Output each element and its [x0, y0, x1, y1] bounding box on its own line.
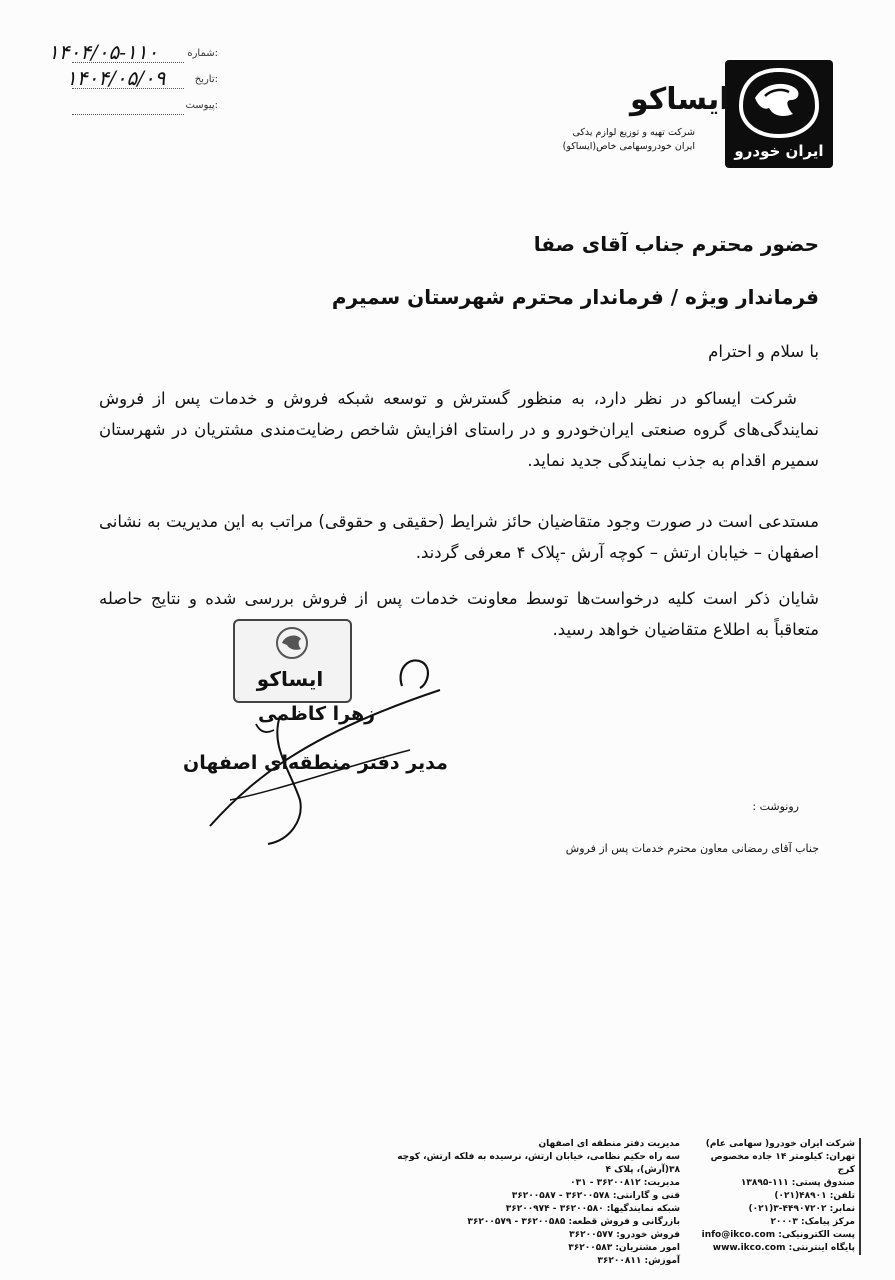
footer-line: تهران: کیلومتر ۱۴ جاده مخصوص کرج [710, 1152, 855, 1175]
number-row [48, 40, 218, 66]
addressee-title: فرماندار ویژه / فرماندار محترم شهرستان سمیرم [331, 285, 819, 309]
meta-line [72, 88, 184, 89]
signer-name: زهرا کاظمی [258, 703, 376, 725]
body-paragraph-2: مستدعی است در صورت وجود متقاضیان حائز شرایط (حقیقی و حقوقی) مراتب به این مدیریت به نشانی اصفهان – خیابان ارتش – کوچه آرش -پلاک ۴ معرفی گردند. [99, 512, 819, 562]
attachment-label: پیوست: [185, 100, 218, 111]
date-label: تاریخ: [194, 74, 218, 85]
footer-line: فروش خودرو: ۳۶۲۰۰۵۷۷ [569, 1230, 680, 1240]
footer-line: تلفن: ۴۸۹۰۱(۰۲۱) [774, 1191, 855, 1201]
footer-line: شبکه نمایندگیها: ۳۶۲۰۰۵۸۰ - ۳۶۲۰۰۹۷۴ [505, 1204, 680, 1214]
meta-line [72, 62, 184, 63]
addressee: حضور محترم جناب آقای صفا [533, 232, 819, 256]
footer-line: بازرگانی و فروش قطعه: ۳۶۲۰۰۵۸۵ - ۳۶۲۰۰۵۷۹ [467, 1217, 680, 1227]
footer-line: پایگاه اینترنتی: www.ikco.com [712, 1243, 855, 1253]
footer-company-info [695, 1138, 861, 1255]
footer-line: مدیریت: ۳۶۲۰۰۸۱۲ - ۰۳۱ [570, 1178, 680, 1188]
isaco-subtitle-line: ایران خودروسهامی خاص(ایساکو) [562, 141, 695, 152]
date-row [48, 66, 218, 92]
meta-line [72, 114, 184, 115]
footer-line: سه راه حکیم نظامی، خیابان ارتش، نرسیده به فلکه ارتش، کوچه ۳۸(آرش)، پلاک ۴ [397, 1152, 680, 1175]
cc-label: رونوشت : [752, 800, 799, 813]
ikco-logo-text: ایران خودرو [734, 142, 824, 160]
footer-line: مدیریت دفتر منطقه ای اصفهان [538, 1139, 680, 1149]
isaco-subtitle-line: شرکت تهیه و توزیع لوازم یدکی [572, 127, 695, 138]
footer-line: مرکز پیامک: ۲۰۰۰۳ [770, 1217, 855, 1227]
isaco-subtitle [563, 126, 695, 154]
footer-line: فنی و گارانتی: ۳۶۲۰۰۵۷۸ - ۳۶۲۰۰۵۸۷ [511, 1191, 680, 1201]
signer-title: مدیر دفتر منطقه‌ای اصفهان [183, 752, 448, 774]
letter-meta [48, 40, 218, 118]
footer-line: امور مشتریان: ۳۶۲۰۰۵۸۳ [568, 1243, 680, 1253]
isaco-wordmark: ایساکو [630, 82, 730, 117]
footer-line: پست الکترونیکی: info@ikco.com [701, 1230, 855, 1240]
number-value: ۱۴۰۴/۰۵-۱۱۰ [48, 40, 159, 64]
footer-line: شرکت ایران خودرو( سهامی عام) [705, 1139, 855, 1149]
number-label: شماره: [187, 48, 218, 59]
handwritten-signature [170, 650, 450, 850]
body-paragraph-3: شایان ذکر است کلیه درخواست‌ها توسط معاونت خدمات پس از فروش بررسی شده و نتایج حاصله متعاقباً به اطلاع متقاضیان خواهد رسید. [99, 589, 819, 639]
stamp-text: ایساکو [256, 667, 324, 691]
footer-office-info [380, 1138, 680, 1268]
footer-line: صندوق پستی: ۱۱۱-۱۳۸۹۵ [740, 1178, 855, 1188]
cc-text: جناب آقای رمضانی معاون محترم خدمات پس از فروش [565, 842, 819, 855]
attachment-row [48, 92, 218, 118]
date-value: ۱۴۰۴/۰۵/۰۹ [66, 66, 166, 90]
body-paragraph-1: شرکت ایساکو در نظر دارد، به منظور گسترش و توسعه شبکه فروش و خدمات پس از فروش نمایندگی‌های گروه صنعتی ایران‌خودرو و در راستای افزایش شاخص رضایت‌مندی مشتریان در شهرستان سمیرم اقدام به جذب نمایندگی جدید نماید. [99, 389, 819, 470]
ikco-logo [725, 60, 833, 168]
footer-line: نمابر: ۴۴۹۰۷۲۰۲-۳(۰۲۱) [748, 1204, 855, 1214]
greeting: با سلام و احترام [708, 342, 819, 361]
horse-icon [725, 60, 833, 168]
footer-line: آموزش: ۳۶۲۰۰۸۱۱ [597, 1256, 680, 1266]
